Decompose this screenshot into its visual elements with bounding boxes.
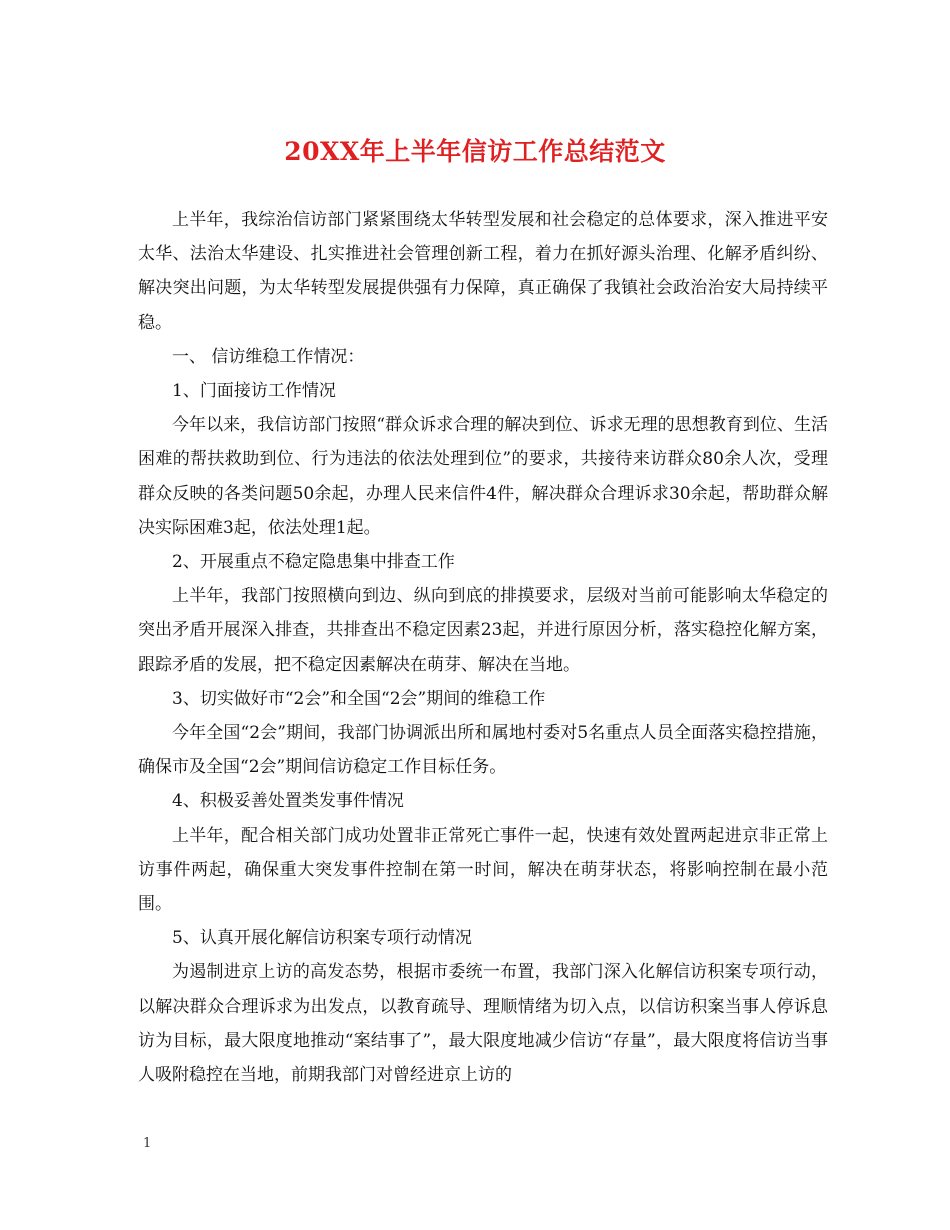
paragraph-5: 为遏制进京上访的高发态势，根据市委统一布置，我部门深入化解信访积案专项行动，以解决群众合理诉求为出发点，以教育疏导、理顺情绪为切入点，以信访积案当事人停诉息访为目标，最大限度地推动“案结事了”，最大限度地减少信访“存量”，最大限度将信访当事人吸附稳控在当地，前期我部门对曾经进京上访的 <box>138 962 828 1086</box>
paragraph-3: 今年全国“2会”期间，我部门协调派出所和属地村委对5名重点人员全面落实稳控措施，确保市及全国“2会”期间信访稳定工作目标任务。 <box>138 723 828 778</box>
section-heading-1: 一、 信访维稳工作情况： <box>172 346 365 367</box>
subheading-4: 4、积极妥善处置类发事件情况 <box>172 791 404 812</box>
page-number: 1 <box>143 1136 152 1151</box>
paragraph-intro: 上半年，我综治信访部门紧紧围绕太华转型发展和社会稳定的总体要求，深入推进平安太华、法治太华建设、扎实推进社会管理创新工程，着力在抓好源头治理、化解矛盾纠纷、解决突出问题，为太华转型发展提供强有力保障，真正确保了我镇社会政治治安大局持续平稳。 <box>138 210 828 333</box>
subheading-3: 3、切实做好市“2会”和全国“2会”期间的维稳工作 <box>172 688 546 709</box>
document-title: 20XX年上半年信访工作总结范文 <box>284 137 666 166</box>
paragraph-2: 上半年，我部门按照横向到边、纵向到底的排摸要求，层级对当前可能影响太华稳定的突出矛盾开展深入排查，共排查出不稳定因素23起，并进行原因分析，落实稳控化解方案，跟踪矛盾的发展，把不稳定因素解决在萌芽、解决在当地。 <box>138 586 828 675</box>
paragraph-1: 今年以来，我信访部门按照“群众诉求合理的解决到位、诉求无理的思想教育到位、生活困难的帮扶救助到位、行为违法的依法处理到位”的要求，共接待来访群众80余人次，受理群众反映的各类问题50余起，办理人民来信件4件，解决群众合理诉求30余起，帮助群众解决实际困难3起，依法处理1起。 <box>138 415 828 538</box>
paragraph-4: 上半年，配合相关部门成功处置非正常死亡事件一起，快速有效处置两起进京非正常上访事件两起，确保重大突发事件控制在第一时间，解决在萌芽状态，将影响控制在最小范围。 <box>138 825 828 915</box>
document-body <box>138 203 828 1092</box>
subheading-1: 1、门面接访工作情况 <box>172 381 336 402</box>
subheading-2: 2、开展重点不稳定隐患集中排查工作 <box>172 552 455 573</box>
subheading-5: 5、认真开展化解信访积案专项行动情况 <box>172 928 472 949</box>
